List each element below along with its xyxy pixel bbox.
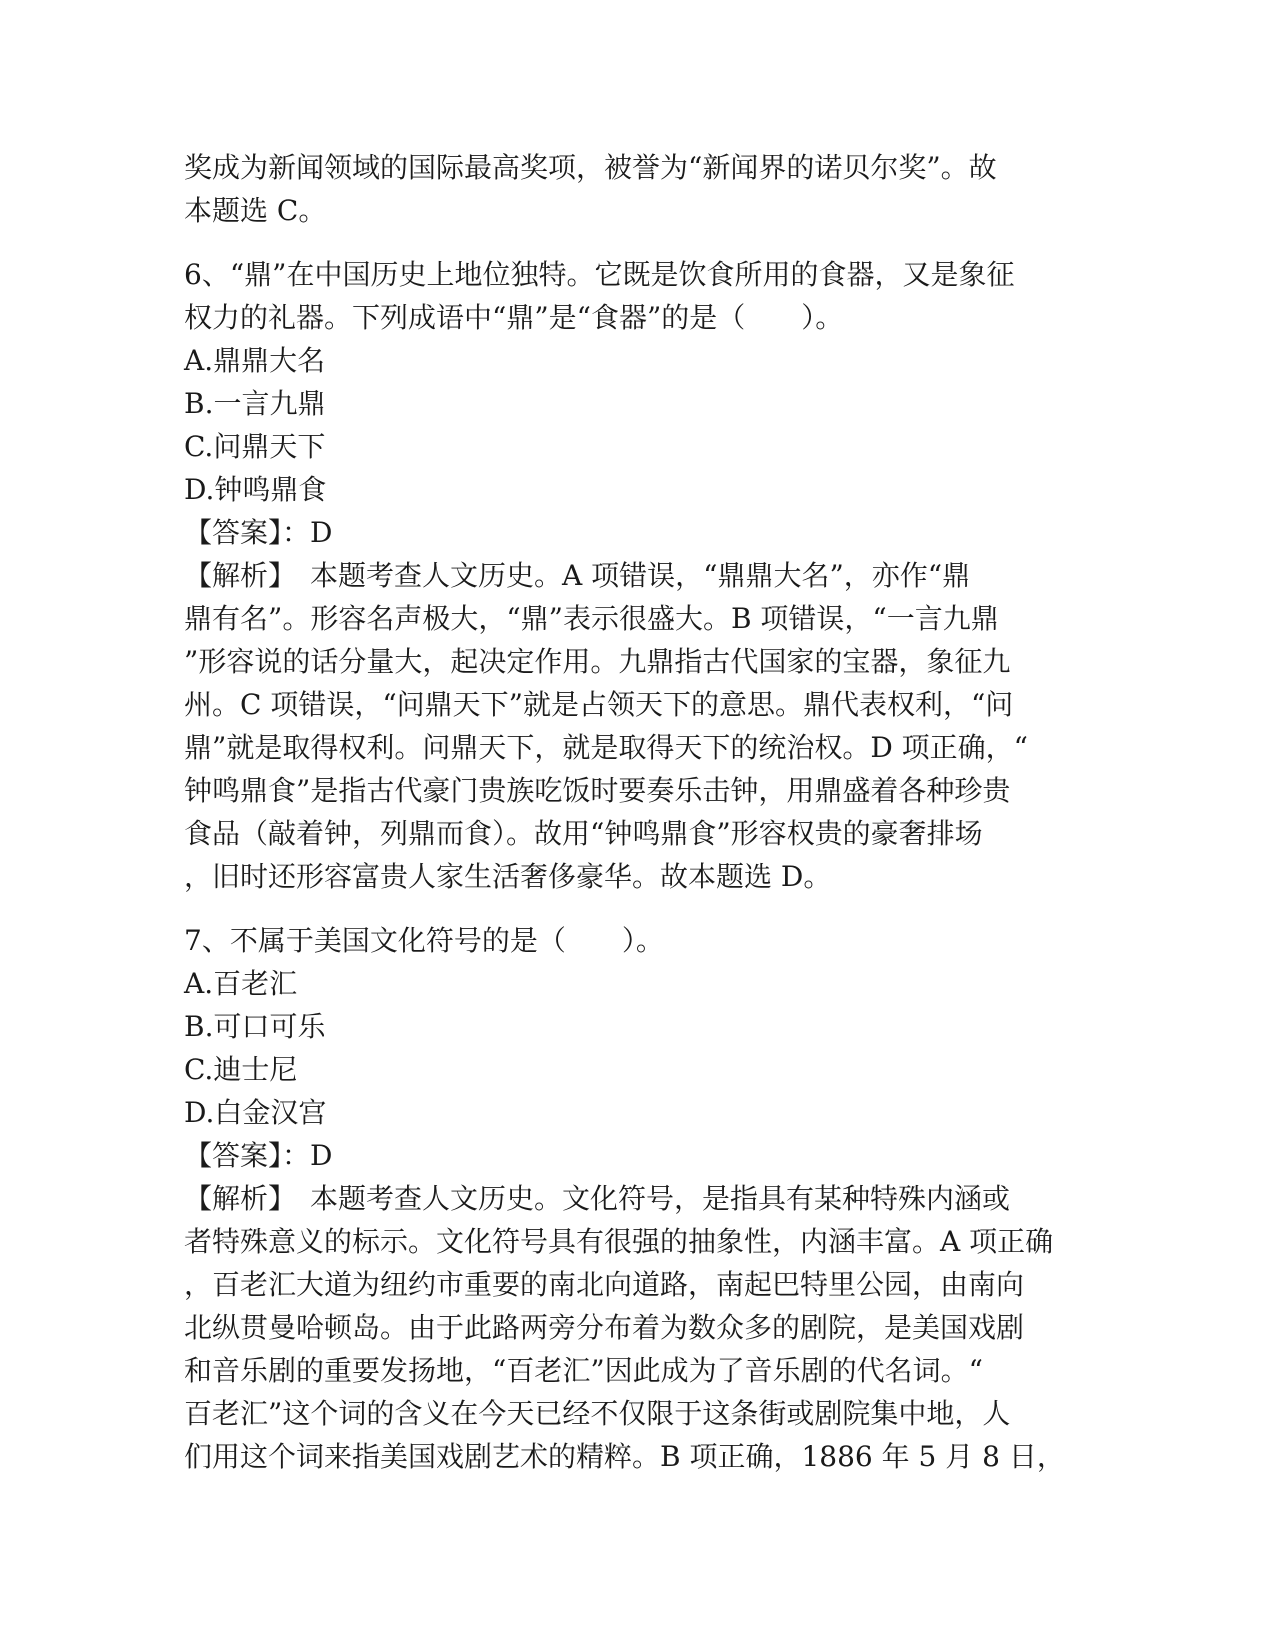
- text-line: 本题选 C。: [184, 194, 327, 227]
- document-page: [184, 146, 1084, 1478]
- analysis-line: 鼎”就是取得权利。问鼎天下，就是取得天下的统治权。D 项正确，“: [184, 731, 1028, 764]
- previous-answer-continuation: [184, 146, 1084, 232]
- analysis-line: 和音乐剧的重要发扬地，“百老汇”因此成为了音乐剧的代名词。“: [184, 1354, 983, 1387]
- analysis-line: 食品（敲着钟，列鼎而食）。故用“钟鸣鼎食”形容权贵的豪奢排场: [184, 817, 983, 850]
- question-stem-line: 7、不属于美国文化符号的是（ ）。: [184, 924, 664, 957]
- option-c: C.迪士尼: [184, 1053, 298, 1086]
- paragraph-gap: [184, 898, 1084, 919]
- option-d: D.白金汉宫: [184, 1096, 327, 1129]
- option-d: D.钟鸣鼎食: [184, 473, 327, 506]
- question-stem-line: 权力的礼器。下列成语中“鼎”是“食器”的是（ ）。: [184, 301, 844, 334]
- analysis-line: 百老汇”这个词的含义在今天已经不仅限于这条街或剧院集中地，人: [184, 1397, 1011, 1430]
- option-a: A.鼎鼎大名: [184, 344, 326, 377]
- analysis-line: 者特殊意义的标示。文化符号具有很强的抽象性，内涵丰富。A 项正确: [184, 1225, 1054, 1258]
- question-stem-line: 6、“鼎”在中国历史上地位独特。它既是饮食所用的食器，又是象征: [184, 258, 1015, 291]
- answer-line: 【答案】：D: [184, 516, 333, 549]
- option-a: A.百老汇: [184, 967, 298, 1000]
- analysis-line: 们用这个词来指美国戏剧艺术的精粹。B 项正确，1886 年 5 月 8 日，: [184, 1440, 1065, 1473]
- text-line: 奖成为新闻领域的国际最高奖项，被誉为“新闻界的诺贝尔奖”。故: [184, 151, 997, 184]
- analysis-line: ，百老汇大道为纽约市重要的南北向道路，南起巴特里公园，由南向: [184, 1268, 1025, 1301]
- question-6: [184, 253, 1084, 898]
- option-b: B.可口可乐: [184, 1010, 326, 1043]
- option-b: B.一言九鼎: [184, 387, 326, 420]
- question-7: [184, 919, 1084, 1478]
- answer-line: 【答案】：D: [184, 1139, 333, 1172]
- paragraph-gap: [184, 232, 1084, 253]
- analysis-line: 北纵贯曼哈顿岛。由于此路两旁分布着为数众多的剧院，是美国戏剧: [184, 1311, 1025, 1344]
- analysis-line: 【解析】 本题考查人文历史。A 项错误，“鼎鼎大名”，亦作“鼎: [184, 559, 971, 592]
- option-c: C.问鼎天下: [184, 430, 326, 463]
- analysis-line: 鼎有名”。形容名声极大，“鼎”表示很盛大。B 项错误，“一言九鼎: [184, 602, 999, 635]
- analysis-line: ，旧时还形容富贵人家生活奢侈豪华。故本题选 D。: [184, 860, 832, 893]
- analysis-line: 州。C 项错误，“问鼎天下”就是占领天下的意思。鼎代表权利，“问: [184, 688, 1014, 721]
- analysis-line: ”形容说的话分量大，起决定作用。九鼎指古代国家的宝器，象征九: [184, 645, 1011, 678]
- analysis-line: 钟鸣鼎食”是指古代豪门贵族吃饭时要奏乐击钟，用鼎盛着各种珍贵: [184, 774, 1011, 807]
- analysis-line: 【解析】 本题考查人文历史。文化符号，是指具有某种特殊内涵或: [184, 1182, 1011, 1215]
